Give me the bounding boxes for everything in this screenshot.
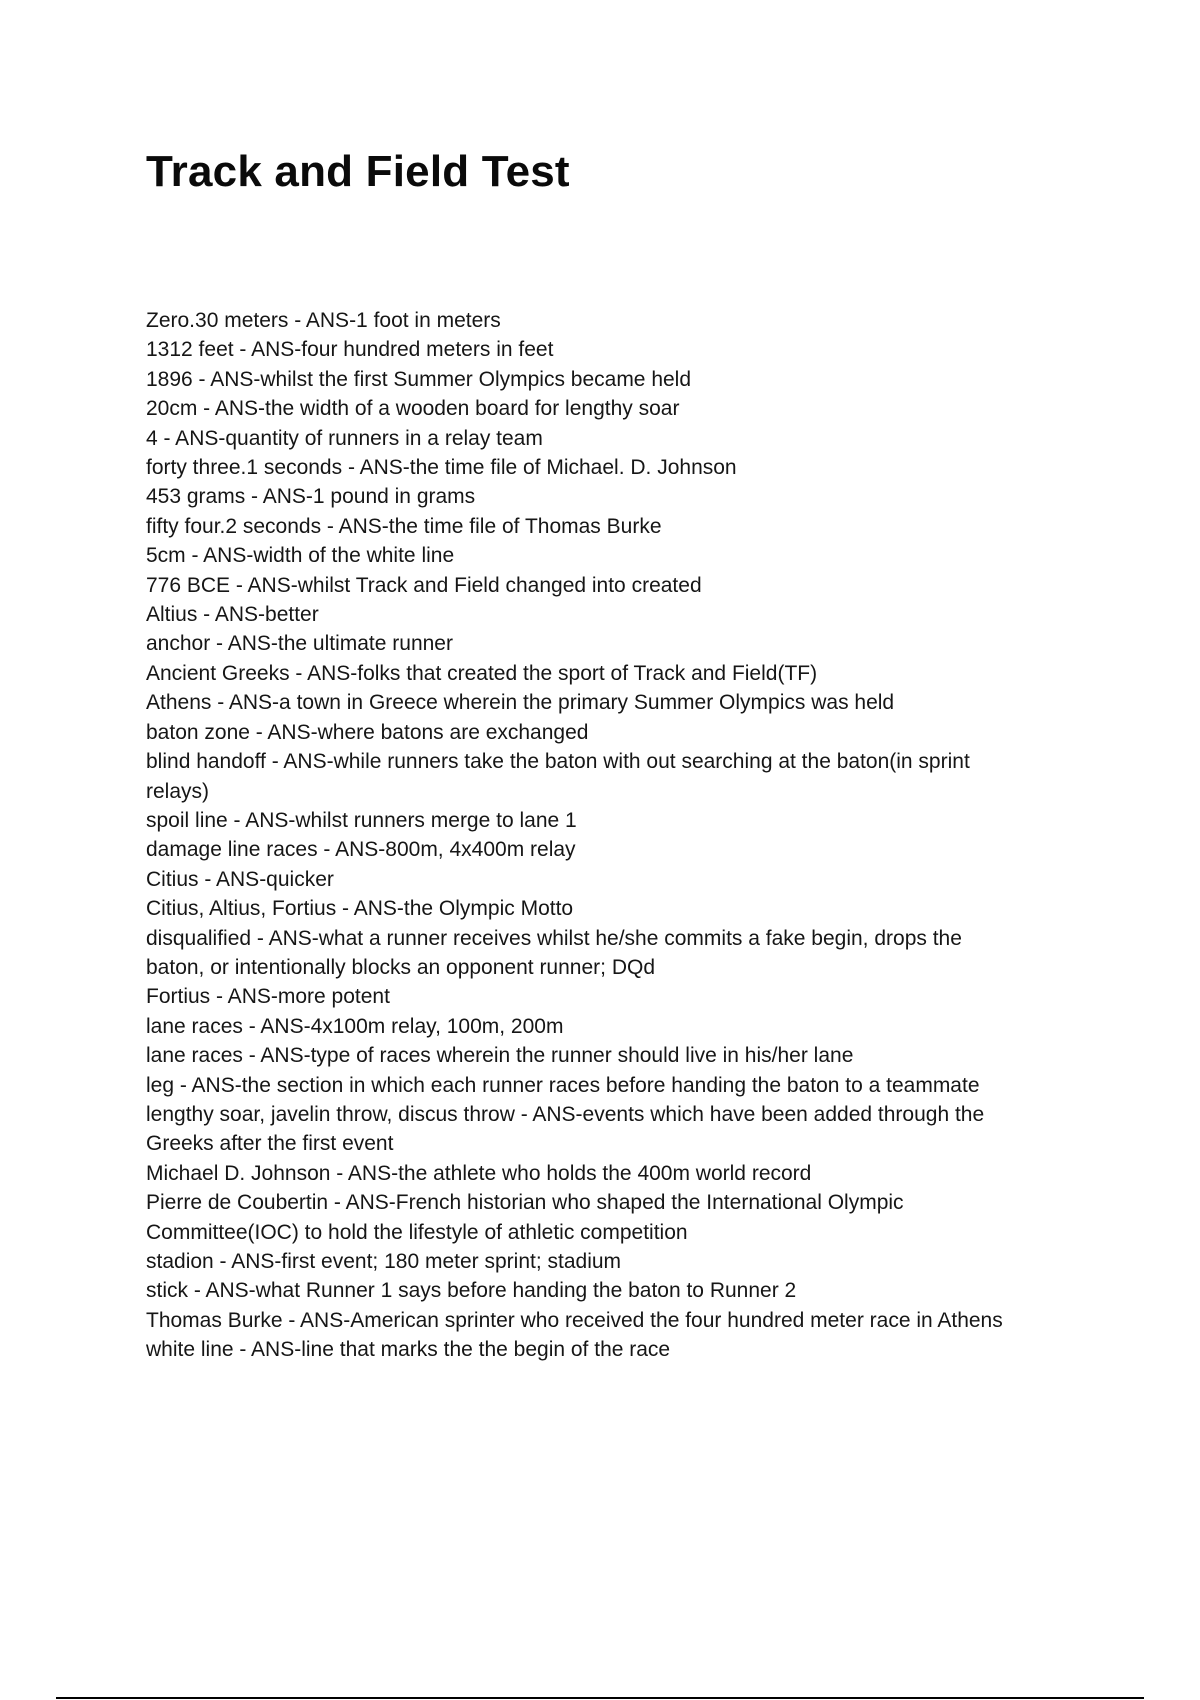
document-line: lane races - ANS-type of races wherein the runner should live in his/her lane <box>146 1044 854 1068</box>
document-line: 776 BCE - ANS-whilst Track and Field changed into created <box>146 573 702 597</box>
document-line: 4 - ANS-quantity of runners in a relay team <box>146 426 543 450</box>
document-line: 453 grams - ANS-1 pound in grams <box>146 485 476 509</box>
document-line: Michael D. Johnson - ANS-the athlete who holds the 400m world record <box>146 1161 812 1185</box>
document-line: 1312 feet - ANS-four hundred meters in feet <box>146 338 554 362</box>
document-line: fifty four.2 seconds - ANS-the time file of Thomas Burke <box>146 514 662 538</box>
document-line: 1896 - ANS-whilst the first Summer Olympics became held <box>146 367 692 391</box>
document-line: leg - ANS-the section in which each runner races before handing the baton to a teammate <box>146 1073 980 1097</box>
document-line: Thomas Burke - ANS-American sprinter who received the four hundred meter race in Athens <box>146 1308 1003 1332</box>
document-line: stadion - ANS-first event; 180 meter sprint; stadium <box>146 1250 622 1273</box>
document-line: Athens - ANS-a town in Greece wherein the primary Summer Olympics was held <box>146 691 895 715</box>
document-line: relays) <box>146 779 210 803</box>
document-line: Zero.30 meters - ANS-1 foot in meters <box>146 309 501 332</box>
document-line: Ancient Greeks - ANS-folks that created the sport of Track and Field(TF) <box>146 661 818 685</box>
document-line: Pierre de Coubertin - ANS-French historian who shaped the International Olympic <box>146 1191 904 1215</box>
page-title: Track and Field Test <box>146 147 570 196</box>
document-line: Fortius - ANS-more potent <box>146 985 390 1009</box>
document-line: lengthy soar, javelin throw, discus throw - ANS-events which have been added through the <box>146 1102 985 1126</box>
document-line: Citius, Altius, Fortius - ANS-the Olympic Motto <box>146 897 574 921</box>
document-line: baton zone - ANS-where batons are exchanged <box>146 720 589 744</box>
document-line: 5cm - ANS-width of the white line <box>146 544 455 568</box>
document-line: Citius - ANS-quicker <box>146 867 334 891</box>
document-line: 20cm - ANS-the width of a wooden board for lengthy soar <box>146 397 680 421</box>
document-line: Greeks after the first event <box>146 1132 394 1156</box>
footer-rule <box>56 1697 1144 1699</box>
document-line: spoil line - ANS-whilst runners merge to lane 1 <box>146 808 577 832</box>
document-line: forty three.1 seconds - ANS-the time file of Michael. D. Johnson <box>146 456 737 480</box>
document-line: baton, or intentionally blocks an opponent runner; DQd <box>146 955 655 979</box>
document-line: Altius - ANS-better <box>146 603 319 627</box>
answer-list <box>146 306 1066 1365</box>
document-line: white line - ANS-line that marks the the begin of the race <box>146 1338 671 1362</box>
document-line: anchor - ANS-the ultimate runner <box>146 632 453 656</box>
document-line: damage line races - ANS-800m, 4x400m relay <box>146 838 576 862</box>
document-line: disqualified - ANS-what a runner receives whilst he/she commits a fake begin, drops the <box>146 926 962 950</box>
document-line: stick - ANS-what Runner 1 says before handing the baton to Runner 2 <box>146 1279 797 1303</box>
document-line: lane races - ANS-4x100m relay, 100m, 200m <box>146 1014 564 1038</box>
document-line: Committee(IOC) to hold the lifestyle of athletic competition <box>146 1220 688 1244</box>
document-line: blind handoff - ANS-while runners take the baton with out searching at the baton(in sprint <box>146 750 970 774</box>
